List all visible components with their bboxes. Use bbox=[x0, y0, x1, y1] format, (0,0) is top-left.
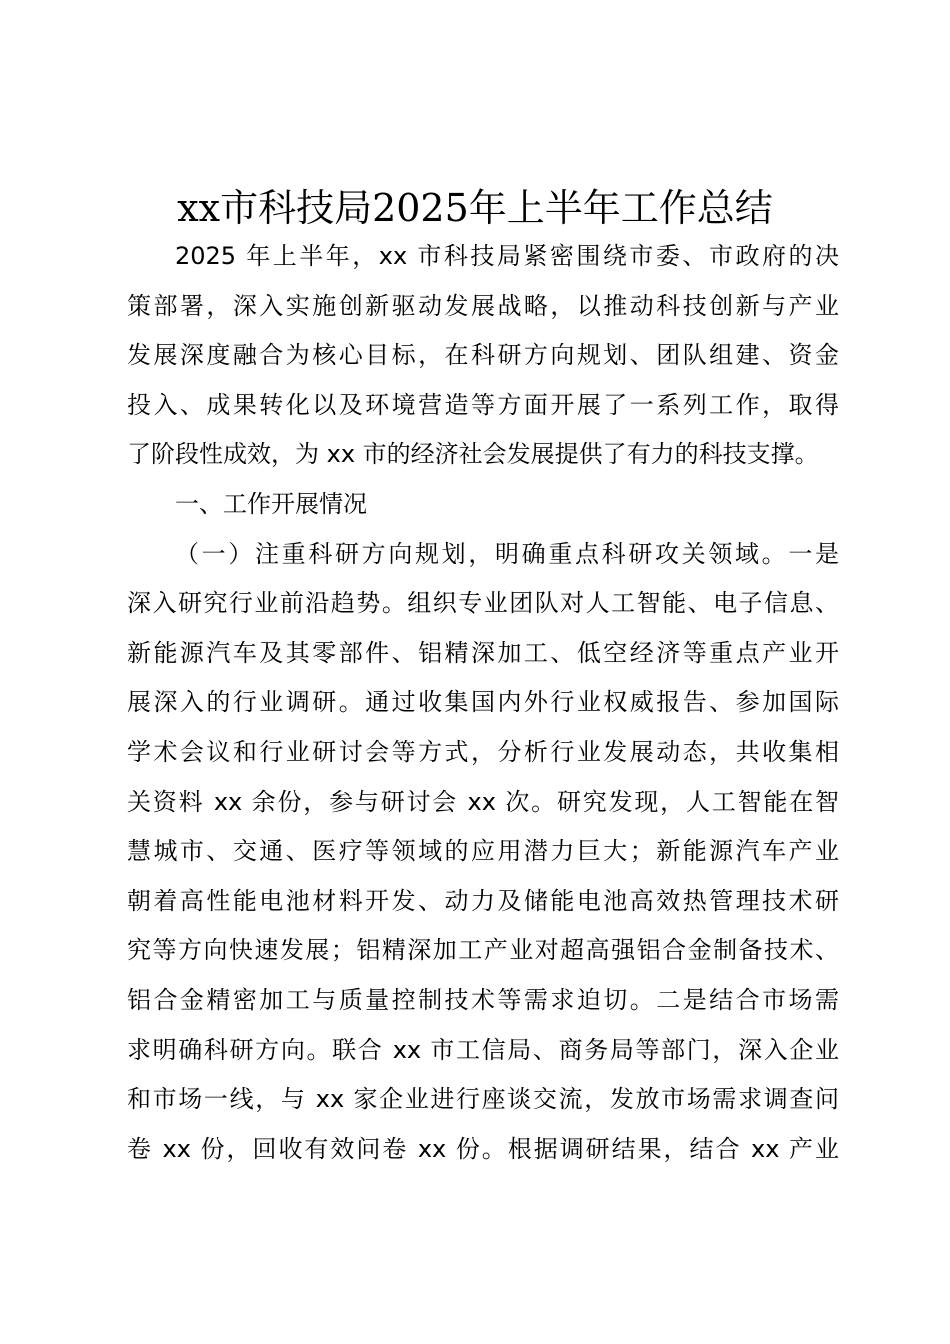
paragraph-3-line-4: 展深入的行业调研。通过收集国内外行业权威报告、参加国际 bbox=[127, 688, 839, 717]
paragraph-3-line-5: 学术会议和行业研讨会等方式，分析行业发展动态，共收集相 bbox=[127, 737, 839, 766]
paragraph-3-line-12: 和市场一线，与 xx 家企业进行座谈交流，发放市场需求调查问 bbox=[127, 1085, 839, 1114]
paragraph-3-line-10: 铝合金精密加工与质量控制技术等需求迫切。二是结合市场需 bbox=[127, 985, 839, 1014]
paragraph-3-line-3: 新能源汽车及其零部件、铝精深加工、低空经济等重点产业开 bbox=[127, 638, 839, 667]
paragraph-3-line-1: （一）注重科研方向规划，明确重点科研攻关领域。一是 bbox=[175, 539, 839, 568]
paragraph-3-line-7: 慧城市、交通、医疗等领域的应用潜力巨大；新能源汽车产业 bbox=[127, 837, 839, 866]
paragraph-3-line-13: 卷 xx 份，回收有效问卷 xx 份。根据调研结果，结合 xx 产业 bbox=[127, 1134, 839, 1163]
paragraph-1-line-2: 策部署，深入实施创新驱动发展战略，以推动科技创新与产业 bbox=[127, 291, 839, 320]
document-title: xx市科技局2025年上半年工作总结 bbox=[177, 186, 773, 230]
paragraph-1-line-3: 发展深度融合为核心目标，在科研方向规划、团队组建、资金 bbox=[127, 341, 839, 370]
paragraph-3-line-11: 求明确科研方向。联合 xx 市工信局、商务局等部门，深入企业 bbox=[127, 1035, 839, 1064]
paragraph-1-line-5: 了阶段性成效，为 xx 市的经济社会发展提供了有力的科技支撑。 bbox=[127, 440, 819, 469]
paragraph-3-line-2: 深入研究行业前沿趋势。组织专业团队对人工智能、电子信息、 bbox=[127, 589, 839, 618]
section-heading: 一、工作开展情况 bbox=[175, 489, 367, 518]
paragraph-3-line-8: 朝着高性能电池材料开发、动力及储能电池高效热管理技术研 bbox=[127, 886, 839, 915]
document-body bbox=[127, 232, 839, 1174]
paragraph-1-line-4: 投入、成果转化以及环境营造等方面开展了一系列工作，取得 bbox=[127, 390, 839, 419]
paragraph-3-line-9: 究等方向快速发展；铝精深加工产业对超高强铝合金制备技术、 bbox=[127, 936, 839, 965]
paragraph-1-line-1: 2025 年上半年，xx 市科技局紧密围绕市委、市政府的决 bbox=[175, 242, 839, 270]
paragraph-3-line-6: 关资料 xx 余份，参与研讨会 xx 次。研究发现，人工智能在智 bbox=[127, 787, 839, 816]
